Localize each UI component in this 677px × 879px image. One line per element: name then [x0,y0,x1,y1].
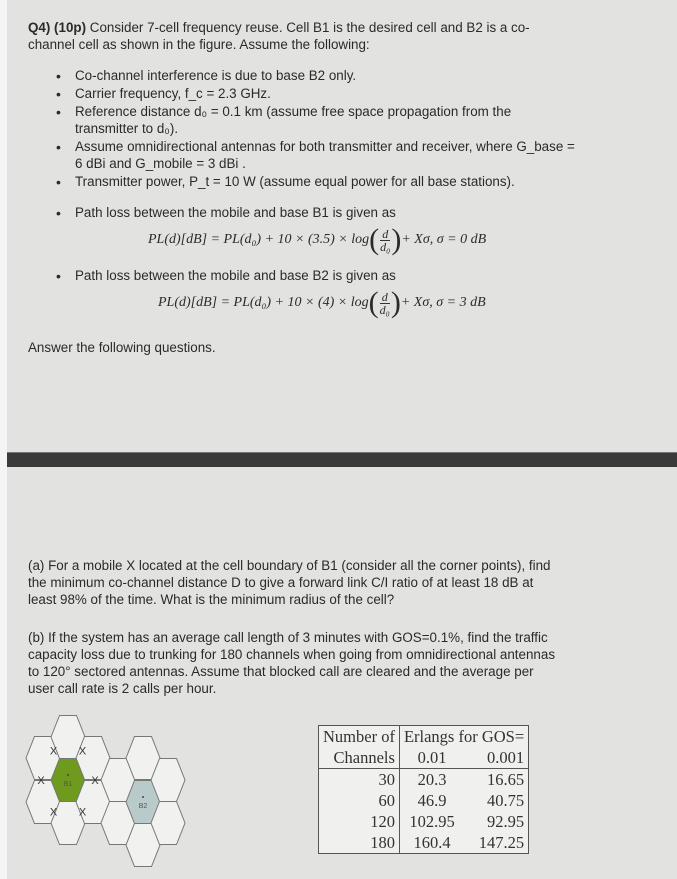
denominator: d₀ [380,239,391,254]
formula-rhs: + Xσ, σ = 0 dB [401,232,487,247]
table-header: 0.001 [464,747,529,769]
table-cell: 46.9 [417,791,447,810]
mobile-x-marker: X [78,745,87,758]
question-text-line2: channel cell as shown in the figure. Assume the following: [28,37,370,52]
table-row [319,832,529,854]
formula-rhs: + Xσ, σ = 3 dB [400,295,486,310]
part-b-line: capacity loss due to trunking for 180 channels when going from omnidirectional antennas [28,647,556,662]
table-cell: 92.95 [487,812,525,831]
part-a-line: (a) For a mobile X located at the cell boundary of B1 (consider all the corner points), find [28,558,551,573]
numerator: d [381,289,388,304]
path-loss-formula-b1 [148,225,486,255]
assumption-item: Co-channel interference is due to base B2 only. [75,68,357,83]
question-text-line1: Consider 7-cell frequency reuse. Cell B1 is the desired cell and B2 is a co- [86,20,530,35]
assumption-item: Transmitter power, P_t = 10 W (assume equal power for all base stations). [75,174,515,189]
table-cell: 30 [319,769,400,791]
table-header: 0.01 [399,747,464,769]
bullet: • [56,104,61,120]
bullet: • [56,174,61,190]
b1-label: B1 [63,781,73,788]
erlang-table [318,725,529,854]
bullet: • [56,268,61,284]
table-cell: 147.25 [478,833,525,852]
bullet: • [56,68,61,84]
numerator: d [382,226,389,241]
assumption-item: Path loss between the mobile and base B1 is given as [75,205,396,220]
path-loss-formula-b2 [158,288,486,318]
part-a-line: least 98% of the time. What is the minimum radius of the cell? [28,592,395,607]
table-cell: 102.95 [409,812,455,831]
assumption-item: Assume omnidirectional antennas for both transmitter and receiver, where G_base = [75,139,575,154]
assumption-item: Path loss between the mobile and base B2 is given as [75,268,396,283]
mobile-x-marker: X [78,806,87,819]
cell-layout-figure [0,700,220,879]
base-station-dot [67,774,69,776]
assumption-item-cont: transmitter to d₀). [75,121,179,136]
part-b-line: to 120° sectored antennas. Assume that blocked call are cleared and the average per [28,664,534,679]
bullet: • [56,205,61,221]
paren: ) [391,223,402,256]
fraction [380,291,390,316]
table-cell: 20.3 [417,770,447,789]
part-a-line: the minimum co-channel distance D to give a forward link C/I ratio of at least 18 dB at [28,575,534,590]
paren: ( [369,223,380,256]
denominator: d₀ [379,302,390,317]
table-row [319,769,529,791]
formula-lhs: PL(d)[dB] = PL(d₀) + 10 × (3.5) × log [148,232,370,247]
table-header: Erlangs for GOS= [403,727,525,746]
part-b-line: user call rate is 2 calls per hour. [28,681,217,696]
b2-label: B2 [138,803,148,810]
part-b-line: (b) If the system has an average call length of 3 minutes with GOS=0.1%, find the traffic [28,630,548,645]
assumption-item: Carrier frequency, f_c = 2.3 GHz. [75,86,271,101]
mobile-x-marker: X [49,745,58,758]
table-cell: 120 [319,811,400,832]
mobile-x-marker: X [91,775,99,787]
bullet: • [56,139,61,155]
table-header: Channels [319,747,400,769]
table-row [319,811,529,832]
bullet: • [56,86,61,102]
formula-lhs: PL(d)[dB] = PL(d₀) + 10 × (4) × log [158,295,369,310]
table-cell: 40.75 [487,791,525,810]
table-cell: 16.65 [487,770,525,789]
table-cell: 160.4 [413,833,451,852]
fraction [380,228,390,253]
question-number: Q4) (10p) [28,20,87,35]
mobile-x-marker: X [37,775,45,787]
table-row [319,790,529,811]
mobile-x-marker: X [49,806,58,819]
answer-prompt: Answer the following questions. [28,340,216,355]
question-title [28,20,530,36]
paren: ( [368,286,379,319]
base-station-dot [142,796,144,798]
paren: ) [390,286,401,319]
photo-divider-band [7,452,677,467]
assumption-item-cont: 6 dBi and G_mobile = 3 dBi . [75,156,246,171]
table-cell: 180 [319,832,400,854]
table-cell: 60 [319,790,400,811]
assumption-item: Reference distance d₀ = 0.1 km (assume free space propagation from the [75,104,512,119]
table-header: Number of [319,726,400,748]
